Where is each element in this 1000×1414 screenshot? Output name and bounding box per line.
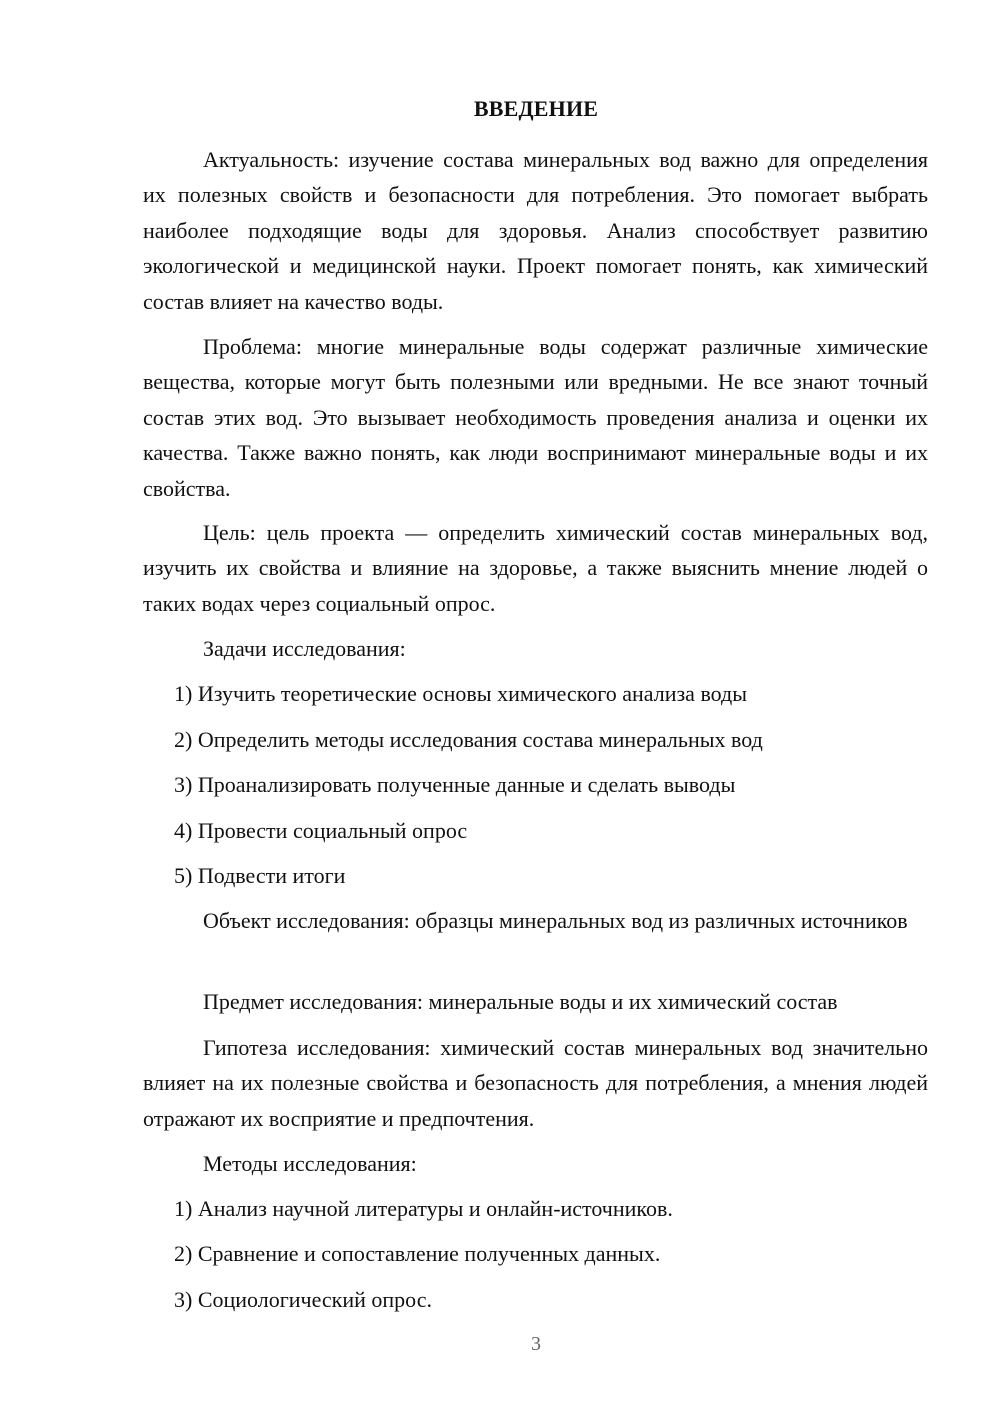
method-item: 2) Сравнение и сопоставление полученных данных. [174, 1241, 661, 1266]
goal-paragraph: Цель: цель проекта — определить химический состав минеральных вод, изучить их свойства и влияние на здоровье, а также выяснить мнение людей о таких водах через социальный опрос. [143, 520, 928, 616]
problem-paragraph: Проблема: многие минеральные воды содержат различные химические вещества, которые могут быть полезными или вредными. Не все знают точный состав этих вод. Это вызывает необходимость проведения анализа и оценки их качества. Также важно понять, как люди воспринимают минеральные воды и их свойства. [143, 334, 928, 501]
task-item: 2) Определить методы исследования состава минеральных вод [174, 727, 763, 752]
tasks-heading: Задачи исследования: [203, 636, 406, 661]
task-item: 4) Провести социальный опрос [174, 818, 468, 843]
subject-line: Предмет исследования: минеральные воды и их химический состав [203, 989, 838, 1014]
object-paragraph: Объект исследования: образцы минеральных вод из различных источников [203, 908, 908, 933]
task-item: 3) Проанализировать полученные данные и сделать выводы [174, 772, 736, 797]
page-title: ВВЕДЕНИЕ [473, 96, 599, 121]
task-item: 1) Изучить теоретические основы химического анализа воды [174, 681, 748, 706]
method-item: 3) Социологический опрос. [174, 1287, 432, 1312]
method-item: 1) Анализ научной литературы и онлайн-источников. [174, 1196, 673, 1221]
methods-heading: Методы исследования: [203, 1151, 417, 1176]
page-number: 3 [531, 1333, 541, 1355]
task-item: 5) Подвести итоги [174, 863, 346, 888]
relevance-paragraph: Актуальность: изучение состава минеральных вод важно для определения их полезных свойств и безопасности для потребления. Это помогает выбрать наиболее подходящие воды для здоровья. Анализ способствует развитию экологической и медицинской науки. Проект помогает понять, как химический состав влияет на качество воды. [143, 147, 928, 314]
hypothesis-paragraph: Гипотеза исследования: химический состав минеральных вод значительно влияет на их полезные свойства и безопасность для потребления, а мнения людей отражают их восприятие и предпочтения. [143, 1035, 928, 1131]
